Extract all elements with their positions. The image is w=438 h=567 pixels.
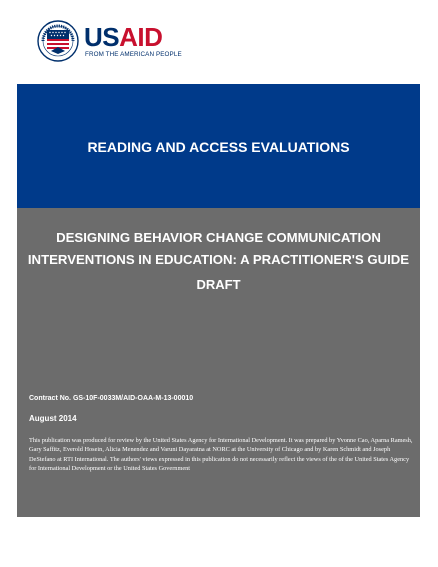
disclaimer-text: This publication was produced for review by the United States Agency for International Development. It was prepared by Yvonne Cao, Aparna Ramesh, Gary Saffitz, Everold Hosein, Alicia Menendez and Varuni Dayaratna at NORC at the University of Chicago and by Karen Schmidt and Joseph DeStefano at RTI International. The authors' views expressed in this publication do not necessarily reflect the views of the of the United States Agency for International Development or the United States Government bbox=[29, 437, 413, 473]
wordmark-us: US bbox=[84, 22, 120, 52]
usaid-wordmark bbox=[84, 22, 162, 52]
document-title-line-2: INTERVENTIONS IN EDUCATION: A PRACTITIONER'S GUIDE bbox=[27, 252, 410, 267]
usaid-seal-icon bbox=[37, 20, 79, 62]
document-title bbox=[17, 227, 420, 271]
series-banner bbox=[17, 84, 420, 208]
logo-tagline: FROM THE AMERICAN PEOPLE bbox=[85, 51, 182, 58]
series-title: READING AND ACCESS EVALUATIONS bbox=[87, 139, 350, 155]
document-title-line-1: DESIGNING BEHAVIOR CHANGE COMMUNICATION bbox=[56, 230, 381, 245]
usaid-logo bbox=[37, 20, 182, 72]
title-panel bbox=[17, 208, 420, 517]
contract-number: Contract No. GS-10F-0033M/AID-OAA-M-13-00010 bbox=[29, 395, 194, 402]
wordmark-aid: AID bbox=[119, 22, 163, 52]
publication-date: August 2014 bbox=[29, 414, 77, 423]
draft-label: DRAFT bbox=[196, 277, 241, 292]
